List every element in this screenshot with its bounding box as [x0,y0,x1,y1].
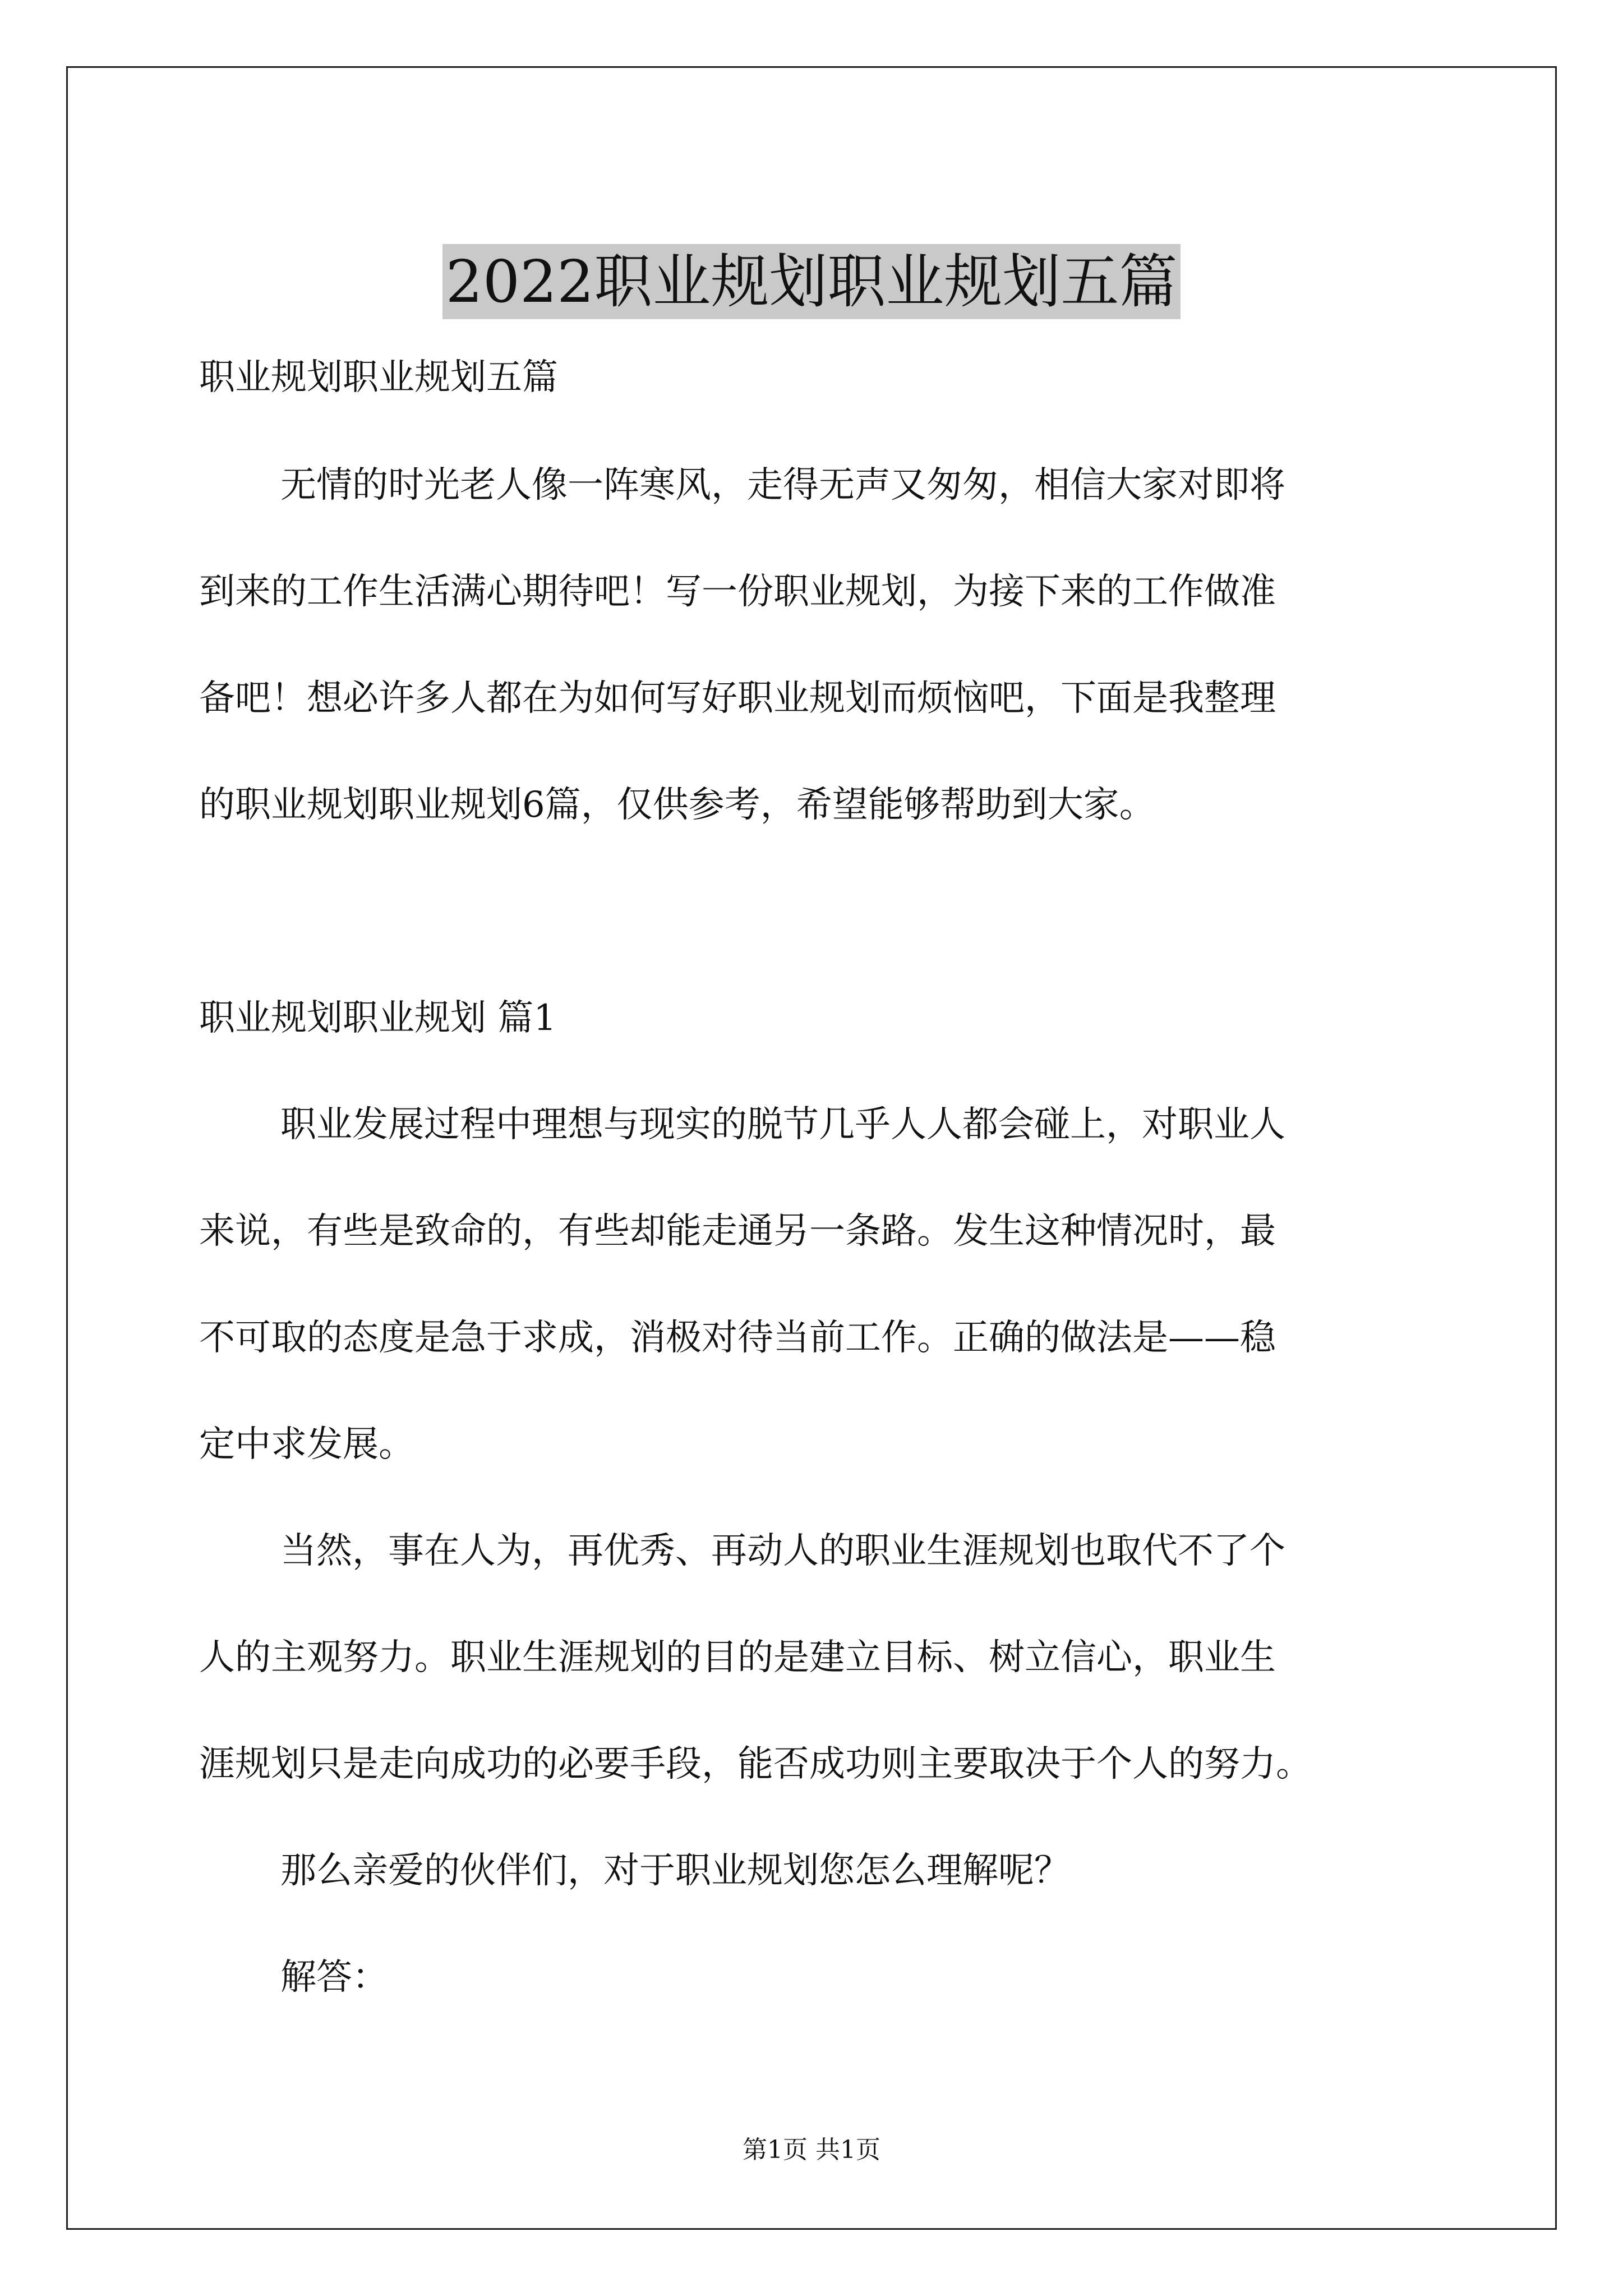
para1-line-4: 定中求发展。 [199,1424,414,1465]
para2-line-1: 当然，事在人为，再优秀、再动人的职业生涯规划也取代不了个 [280,1530,1285,1572]
intro-line-3: 备吧！想必许多人都在为如何写好职业规划而烦恼吧，下面是我整理 [199,678,1276,719]
intro-line-4: 的职业规划职业规划6篇，仅供参考，希望能够帮助到大家。 [199,784,1155,826]
document-title: 2022职业规划职业规划五篇 [442,244,1181,319]
para3-line: 那么亲爱的伙伴们，对于职业规划您怎么理解呢？ [280,1850,1070,1892]
section-heading: 职业规划职业规划 篇1 [199,997,557,1039]
document-subtitle: 职业规划职业规划五篇 [199,357,558,398]
page-footer: 第1页 共1页 [743,2136,880,2164]
intro-line-1: 无情的时光老人像一阵寒风，走得无声又匆匆，相信大家对即将 [280,464,1285,506]
para1-line-2: 来说，有些是致命的，有些却能走通另一条路。发生这种情况时，最 [199,1211,1276,1252]
para1-line-3: 不可取的态度是急于求成，消极对待当前工作。正确的做法是——稳 [199,1317,1276,1359]
intro-line-2: 到来的工作生活满心期待吧！写一份职业规划，为接下来的工作做准 [199,571,1276,613]
para2-line-2: 人的主观努力。职业生涯规划的目的是建立目标、树立信心，职业生 [199,1637,1276,1678]
para1-line-1: 职业发展过程中理想与现实的脱节几乎人人都会碰上，对职业人 [280,1104,1285,1145]
para4-line: 解答： [280,1957,388,1998]
para2-line-3: 涯规划只是走向成功的必要手段，能否成功则主要取决于个人的努力。 [199,1743,1312,1785]
title-container [0,205,1623,358]
